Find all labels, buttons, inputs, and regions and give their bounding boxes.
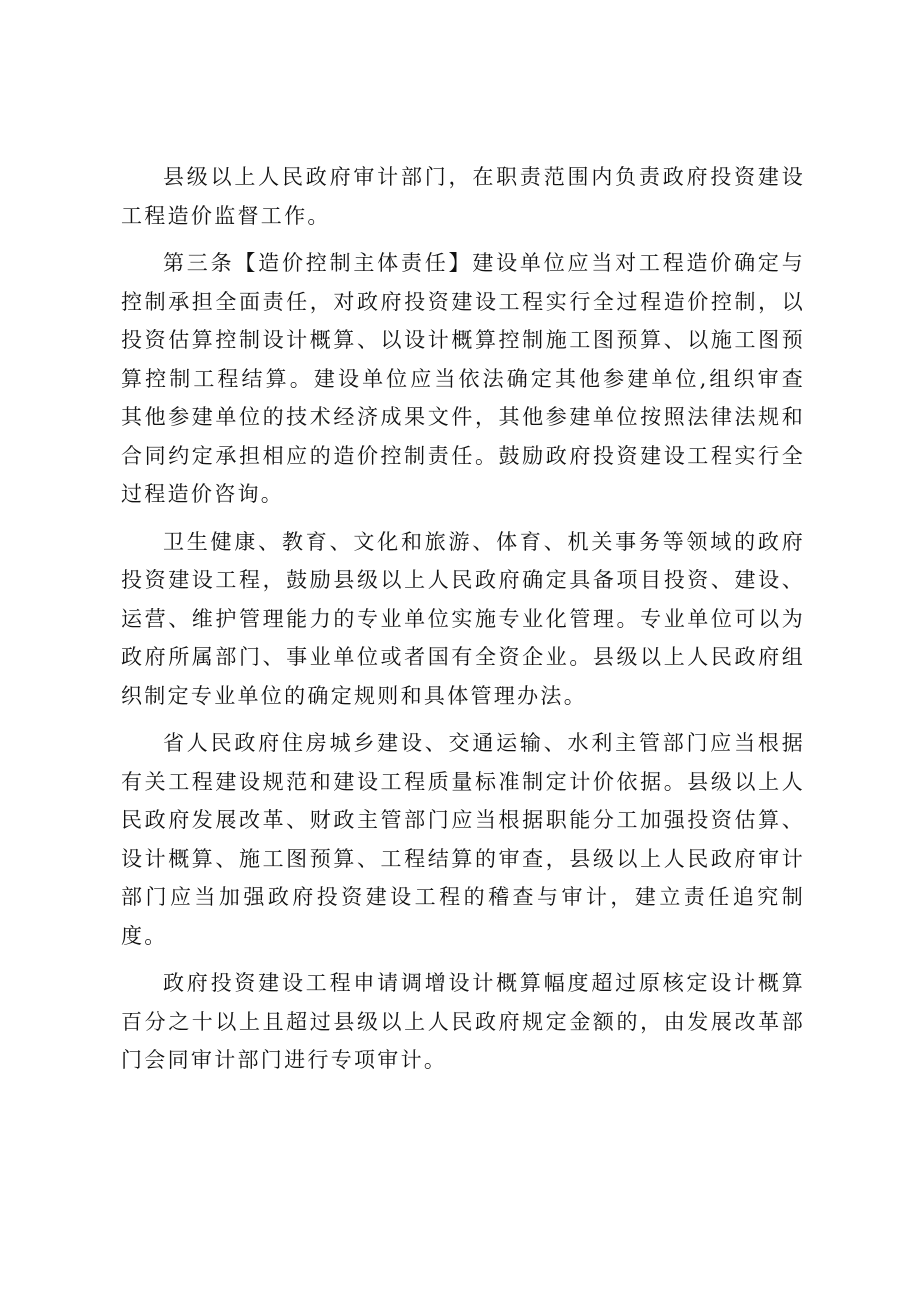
paragraph-specialized-management: 卫生健康、教育、文化和旅游、体育、机关事务等领域的政府投资建设工程，鼓励县级以上人民政府确定具备项目投资、建设、运营、维护管理能力的专业单位实施专业化管理。专业单位可以为政府所属部门、事业单位或者国有全资企业。县级以上人民政府组织制定专业单位的确定规则和具体管理办法。 xyxy=(121,529,805,708)
paragraph-article-3: 第三条【造价控制主体责任】建设单位应当对工程造价确定与控制承担全面责任，对政府投资建设工程实行全过程造价控制，以投资估算控制设计概算、以设计概算控制施工图预算、以施工图预算控制工程结算。建设单位应当依法确定其他参建单位,组织审查其他参建单位的技术经济成果文件，其他参建单位按照法律法规和合同约定承担相应的造价控制责任。鼓励政府投资建设工程实行全过程造价咨询。 xyxy=(121,251,805,506)
document-body xyxy=(121,158,805,1089)
paragraph-pricing-basis: 省人民政府住房城乡建设、交通运输、水利主管部门应当根据有关工程建设规范和建设工程质量标准制定计价依据。县级以上人民政府发展改革、财政主管部门应当根据职能分工加强投资估算、设计概算、施工图预算、工程结算的审查，县级以上人民政府审计部门应当加强政府投资建设工程的稽查与审计，建立责任追究制度。 xyxy=(121,731,805,948)
paragraph-audit-supervision: 县级以上人民政府审计部门，在职责范围内负责政府投资建设工程造价监督工作。 xyxy=(121,165,805,228)
paragraph-special-audit: 政府投资建设工程申请调增设计概算幅度超过原核定设计概算百分之十以上且超过县级以上人民政府规定金额的，由发展改革部门会同审计部门进行专项审计。 xyxy=(121,971,805,1072)
